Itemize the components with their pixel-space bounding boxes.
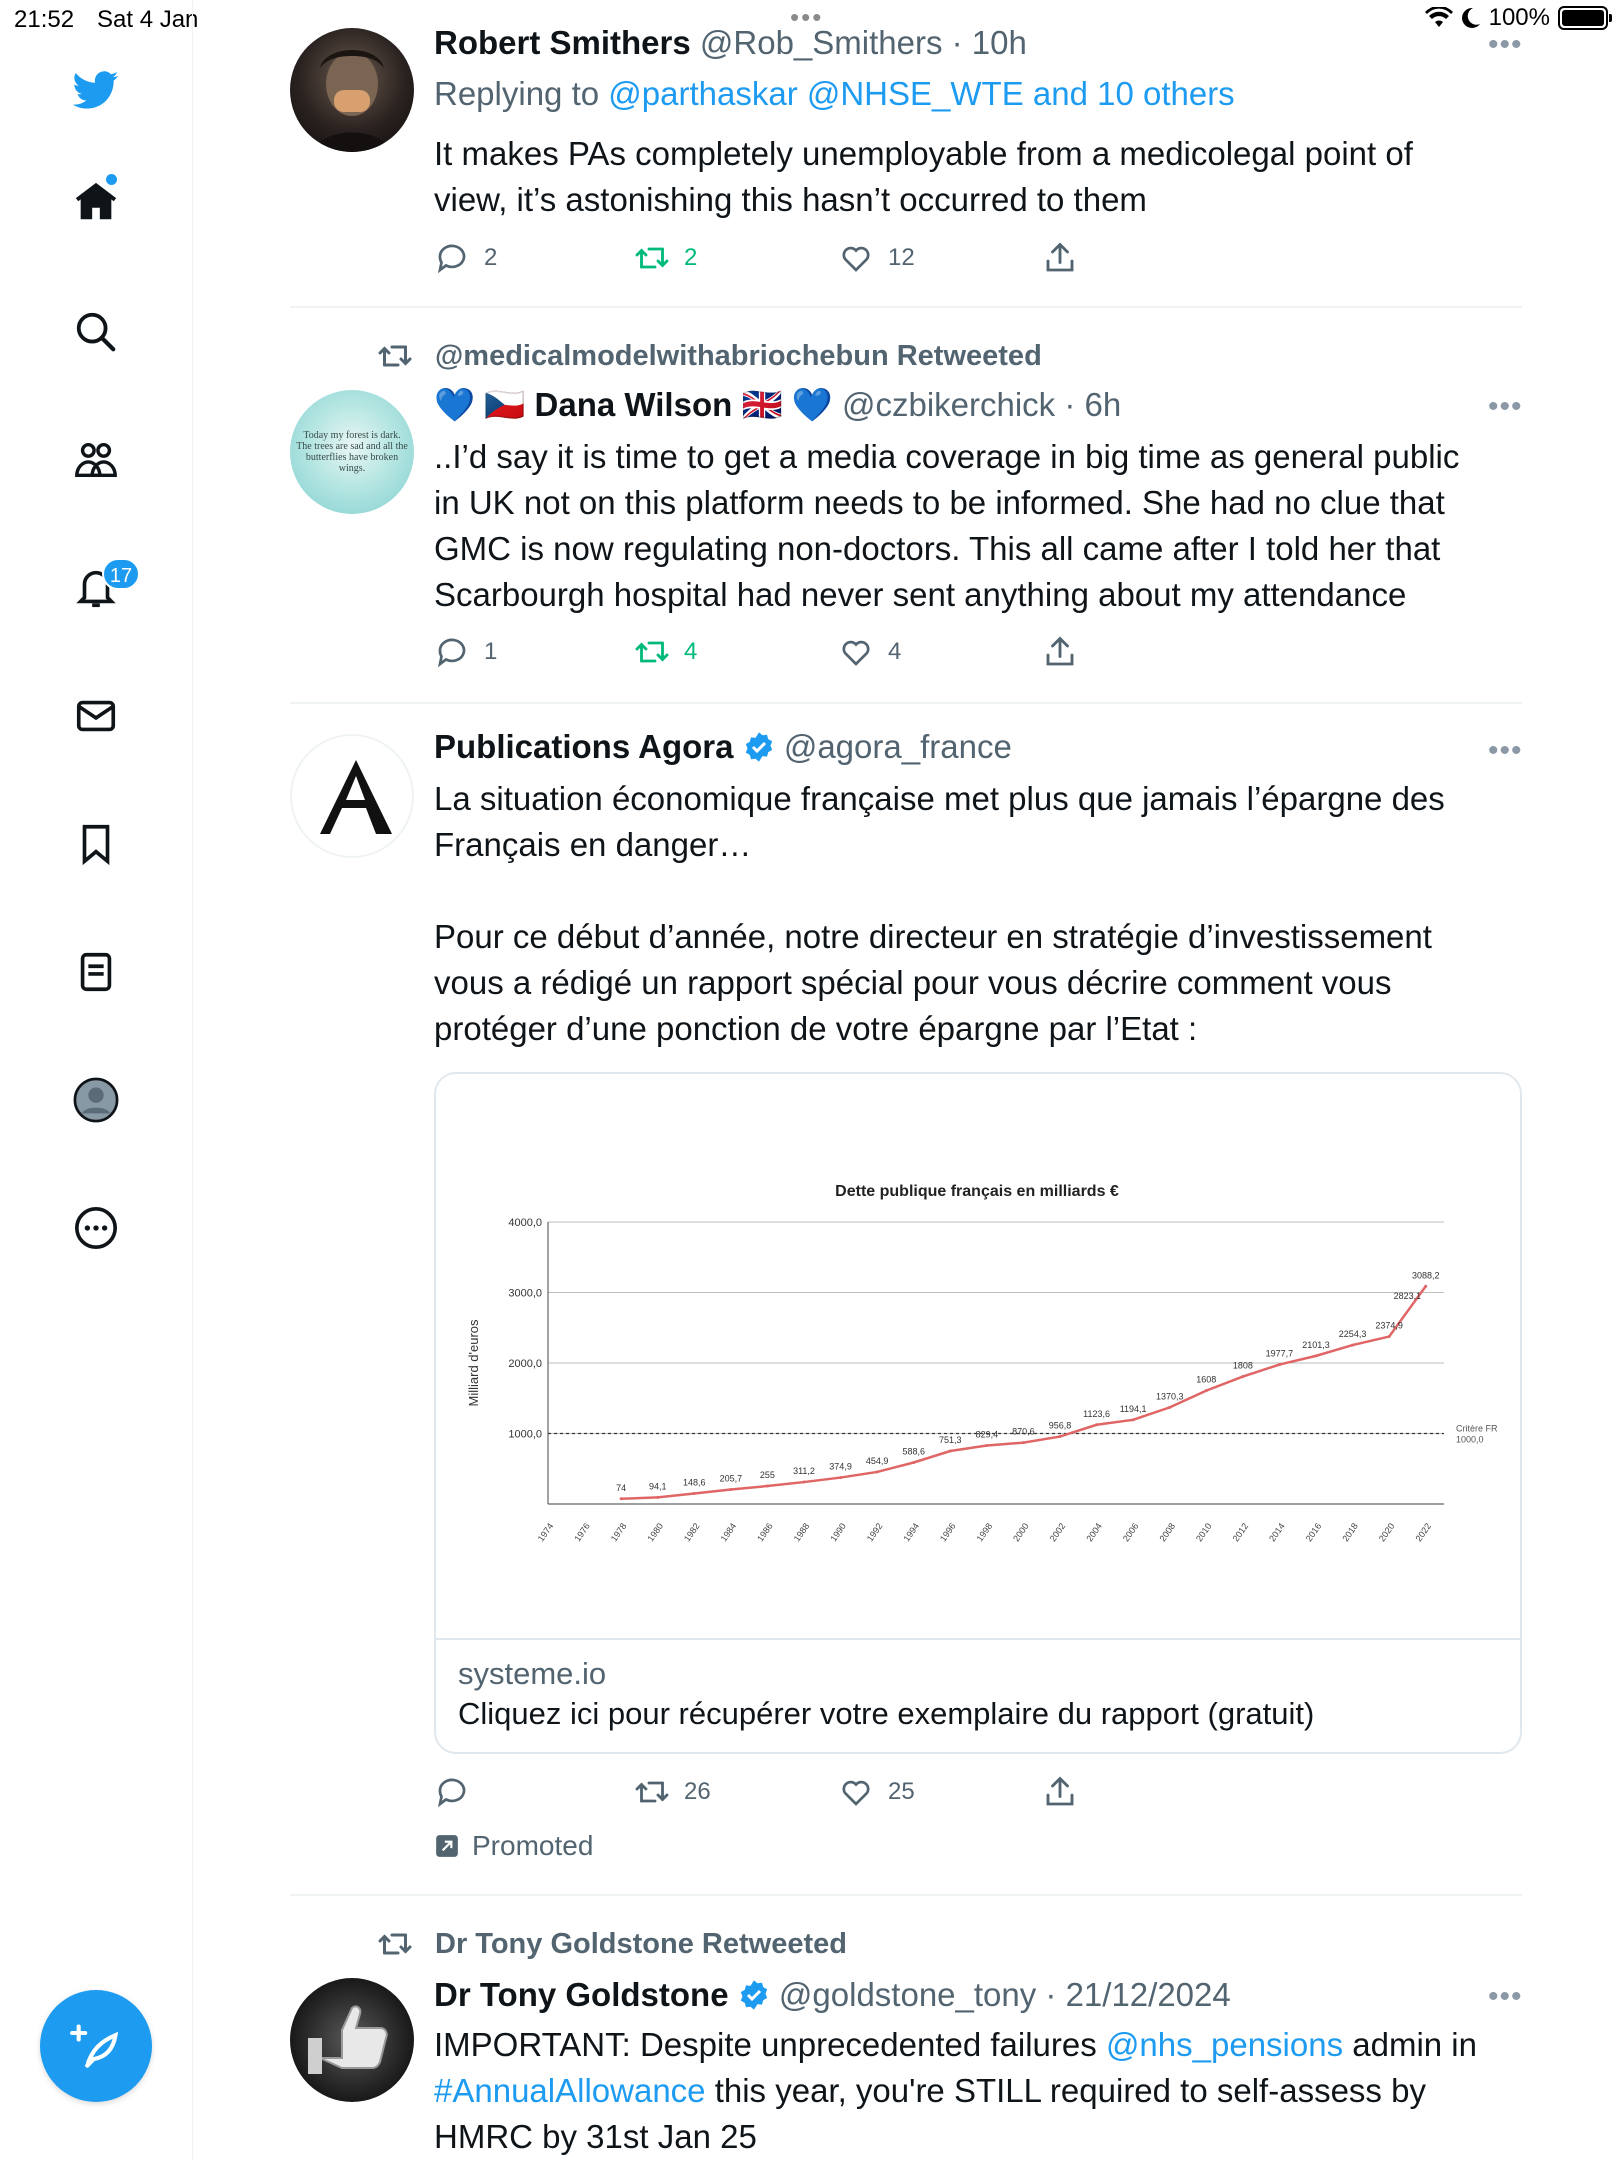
retweet-count: 26 xyxy=(684,1778,711,1805)
x-tick-label: 2018 xyxy=(1340,1521,1360,1544)
reply-button[interactable] xyxy=(434,1774,470,1810)
retweet-small-icon xyxy=(375,338,415,374)
retweet-header xyxy=(375,338,1042,374)
tweet-actions xyxy=(434,634,1134,674)
sidebar xyxy=(0,0,193,2160)
chart-title: Dette publique français en milliards € xyxy=(835,1183,1119,1200)
x-tick-label: 1998 xyxy=(974,1521,995,1544)
x-tick-label: 1974 xyxy=(535,1521,556,1544)
share-icon xyxy=(1042,1774,1078,1810)
avatar[interactable] xyxy=(290,1978,414,2102)
x-tick-label: 1980 xyxy=(645,1521,666,1544)
data-point xyxy=(912,1461,915,1464)
data-label: 956,8 xyxy=(1048,1420,1072,1431)
like-count: 12 xyxy=(888,244,915,271)
author-handle[interactable]: @goldstone_tony · 21/12/2024 xyxy=(778,1976,1231,2013)
profile-icon[interactable] xyxy=(70,1074,122,1126)
x-tick-label: 1986 xyxy=(755,1521,775,1544)
data-label: 148,6 xyxy=(683,1477,706,1488)
data-point xyxy=(766,1485,769,1488)
tweet-text-part: HMRC by 31st Jan 25 xyxy=(434,2118,757,2155)
reply-button[interactable] xyxy=(434,240,497,276)
like-button[interactable] xyxy=(838,1774,915,1810)
x-tick-label: 1992 xyxy=(864,1521,885,1544)
avatar[interactable] xyxy=(290,734,414,858)
data-point xyxy=(1095,1423,1098,1426)
data-label: 588,6 xyxy=(902,1446,925,1457)
home-unread-dot xyxy=(106,174,117,185)
more-menu-icon[interactable]: ••• xyxy=(1488,390,1523,423)
tweet-divider xyxy=(290,1894,1522,1896)
retweet-count: 2 xyxy=(684,244,698,271)
like-button[interactable] xyxy=(838,240,915,276)
y-tick-label: 2000,0 xyxy=(508,1358,542,1370)
reply-icon xyxy=(434,634,470,670)
x-tick-label: 2008 xyxy=(1157,1521,1178,1544)
retweeted-by[interactable]: @medicalmodelwithabriochebun Retweeted xyxy=(435,339,1042,372)
data-label: 2101,3 xyxy=(1302,1339,1330,1350)
replying-to xyxy=(434,75,1235,113)
retweeted-by[interactable]: Dr Tony Goldstone Retweeted xyxy=(435,1927,847,1960)
card-domain: systeme.io xyxy=(458,1656,607,1691)
tweet-text: It makes PAs completely unemployable from a medicolegal point of view, it’s astonishing this hasn’t occurred to them xyxy=(434,135,1413,218)
data-label: 2374,9 xyxy=(1375,1320,1403,1331)
more-menu-icon[interactable]: ••• xyxy=(1488,1980,1523,2013)
data-point xyxy=(1132,1418,1135,1421)
x-tick-label: 1996 xyxy=(937,1521,958,1544)
data-point xyxy=(1388,1335,1391,1338)
x-tick-label: 2012 xyxy=(1230,1521,1251,1544)
x-tick-label: 1978 xyxy=(608,1521,629,1544)
more-menu-icon[interactable]: ••• xyxy=(1488,734,1523,767)
x-tick-label: 2004 xyxy=(1084,1521,1104,1544)
x-tick-label: 2000 xyxy=(1011,1521,1031,1544)
robert-avatar-photo xyxy=(290,28,414,152)
data-label: 1194,1 xyxy=(1119,1403,1147,1414)
compose-tweet-button[interactable] xyxy=(40,1990,152,2102)
status-date: Sat 4 Jan xyxy=(97,6,199,33)
tweet-3-header xyxy=(434,728,1012,766)
data-label: 829,4 xyxy=(975,1429,999,1440)
author-handle[interactable]: @czbikerchick · 6h xyxy=(841,386,1122,423)
tweet-2-header xyxy=(434,386,1121,425)
reply-icon xyxy=(434,1774,470,1810)
retweet-icon xyxy=(634,634,670,670)
data-label: 2254,3 xyxy=(1338,1329,1367,1340)
status-time: 21:52 xyxy=(14,6,75,33)
bookmarks-icon[interactable] xyxy=(70,818,122,870)
data-point xyxy=(1315,1354,1318,1357)
tweet-divider xyxy=(290,306,1522,308)
y-tick-label: 4000,0 xyxy=(508,1217,542,1229)
data-point xyxy=(620,1497,623,1500)
data-point xyxy=(656,1496,659,1499)
twitter-logo-icon[interactable] xyxy=(70,64,122,116)
heart-icon xyxy=(838,240,874,276)
share-icon xyxy=(1042,240,1078,276)
x-tick-label: 1984 xyxy=(718,1521,739,1544)
battery-icon xyxy=(1558,6,1608,30)
author-name[interactable]: Dr Tony Goldstone xyxy=(434,1976,729,2013)
data-label: 751,3 xyxy=(939,1435,962,1446)
author-name[interactable]: Publications Agora xyxy=(434,728,734,765)
reply-button[interactable] xyxy=(434,634,497,670)
data-point xyxy=(1059,1435,1062,1438)
data-label: 454,9 xyxy=(865,1455,889,1466)
heart-icon xyxy=(838,634,874,670)
x-tick-label: 2002 xyxy=(1047,1521,1068,1544)
tweet-actions xyxy=(434,1774,1134,1814)
retweet-small-icon xyxy=(375,1926,415,1962)
battery-percent: 100% xyxy=(1488,4,1550,31)
search-icon[interactable] xyxy=(70,306,122,358)
x-tick-label: 1990 xyxy=(828,1521,848,1544)
retweet-button[interactable] xyxy=(634,240,697,276)
data-label: 1608 xyxy=(1196,1374,1217,1385)
communities-icon[interactable] xyxy=(70,434,122,486)
avatar[interactable] xyxy=(290,390,414,514)
data-point xyxy=(729,1488,732,1491)
data-point xyxy=(1205,1389,1208,1392)
share-button[interactable] xyxy=(1042,634,1078,670)
retweet-icon xyxy=(634,240,670,276)
share-button[interactable] xyxy=(1042,240,1078,276)
author-name[interactable]: Robert Smithers xyxy=(434,24,691,61)
x-tick-label: 2016 xyxy=(1303,1521,1324,1544)
data-label: 94,1 xyxy=(648,1481,667,1492)
wifi-icon xyxy=(1425,7,1453,29)
x-tick-label: 1994 xyxy=(901,1521,922,1544)
data-label: 3088,2 xyxy=(1411,1270,1440,1281)
retweet-icon xyxy=(634,1774,670,1810)
messages-icon[interactable] xyxy=(70,690,122,742)
data-label: 2823,1 xyxy=(1393,1290,1422,1301)
retweet-header xyxy=(375,1926,847,1962)
agora-logo-icon xyxy=(292,736,414,858)
heart-icon xyxy=(838,1774,874,1810)
data-point xyxy=(839,1476,842,1479)
like-button[interactable] xyxy=(838,634,901,670)
data-label: 255 xyxy=(759,1470,775,1481)
reply-count: 2 xyxy=(484,244,498,271)
notification-count-badge: 17 xyxy=(102,558,140,590)
x-tick-label: 1982 xyxy=(681,1521,702,1544)
y-axis-label: Milliard d'euros xyxy=(466,1319,481,1407)
name-emoji-suffix: 🇬🇧 💙 xyxy=(741,386,833,423)
reference-line-value: 1000,0 xyxy=(1456,1434,1484,1445)
hashtag-link[interactable]: #AnnualAllowance xyxy=(434,2072,706,2109)
x-tick-label: 2022 xyxy=(1413,1521,1434,1544)
promoted-text: Promoted xyxy=(472,1830,594,1861)
link-card[interactable] xyxy=(434,1072,1522,1754)
data-label: 74 xyxy=(616,1482,627,1493)
data-label: 1977,7 xyxy=(1265,1348,1294,1359)
data-label: 1370,3 xyxy=(1155,1391,1184,1402)
more-options-icon[interactable] xyxy=(70,1202,122,1254)
tweet-1-header xyxy=(434,24,1027,62)
x-tick-label: 2020 xyxy=(1376,1521,1397,1544)
retweet-count: 4 xyxy=(684,638,698,665)
data-label: 374,9 xyxy=(829,1461,852,1472)
tweet-text xyxy=(434,2022,1514,2160)
data-label: 205,7 xyxy=(719,1473,743,1484)
author-handle[interactable]: @Rob_Smithers · 10h xyxy=(699,24,1027,61)
data-point xyxy=(1351,1344,1354,1347)
data-point xyxy=(876,1470,879,1473)
moon-icon xyxy=(1461,7,1481,29)
tweet-text: La situation économique française met plus que jamais l’épargne des Français en danger… Pour ce début d’année, notre directeur en stratégie d’investissement vous a rédigé un rapport spécial pour vous décrire comment vous protéger d’une ponction de votre épargne par l’Etat : xyxy=(434,780,1445,1047)
more-menu-icon[interactable]: ••• xyxy=(1488,28,1523,61)
tweet-actions xyxy=(434,240,1134,280)
share-button[interactable] xyxy=(1042,1774,1078,1810)
lists-icon[interactable] xyxy=(70,946,122,998)
data-label: 870,6 xyxy=(1012,1426,1035,1437)
name-emoji-prefix: 💙 🇨🇿 xyxy=(434,386,526,423)
x-tick-label: 2014 xyxy=(1267,1521,1287,1544)
reply-count: 1 xyxy=(484,638,498,665)
reply-icon xyxy=(434,240,470,276)
tweet-text: ..I’d say it is time to get a media coverage in big time as general public in UK not on this platform needs to be informed. She had no clue that GMC is now regulating non-doctors. This all came after I told her that Scarbourgh hospital had never sent anything about my attendance xyxy=(434,438,1460,613)
tweet-text-part: admin in xyxy=(1343,2026,1477,2063)
replying-prefix: Replying to xyxy=(434,75,609,112)
promoted-icon xyxy=(434,1833,460,1859)
debt-line-chart xyxy=(436,1074,1520,1640)
data-point xyxy=(985,1444,988,1447)
data-label: 1123,6 xyxy=(1083,1408,1111,1419)
verified-badge-icon xyxy=(743,731,775,763)
x-tick-label: 1988 xyxy=(791,1521,812,1544)
retweet-button[interactable] xyxy=(634,1774,711,1810)
author-handle[interactable]: @agora_france xyxy=(783,728,1012,765)
avatar-quote-text: Today my forest is dark. The trees are sad and all the butterflies have broken wings. xyxy=(296,430,408,474)
debt-series-line xyxy=(621,1286,1426,1499)
card-chart-image xyxy=(436,1074,1520,1640)
promoted-label xyxy=(434,1830,593,1862)
feather-plus-icon xyxy=(70,2020,122,2072)
multitasking-dots[interactable]: ••• xyxy=(790,2,824,32)
x-tick-label: 2010 xyxy=(1193,1521,1214,1544)
y-tick-label: 3000,0 xyxy=(508,1287,542,1300)
data-point xyxy=(949,1450,952,1453)
data-label: 311,2 xyxy=(793,1466,815,1477)
data-label: 1808 xyxy=(1232,1360,1253,1371)
data-point xyxy=(1424,1285,1427,1288)
data-point xyxy=(1278,1363,1281,1366)
y-tick-label: 1000,0 xyxy=(508,1428,542,1441)
x-tick-label: 2006 xyxy=(1120,1521,1141,1544)
mention-link[interactable]: @nhs_pensions xyxy=(1105,2026,1344,2063)
verified-badge-icon xyxy=(738,1979,770,2011)
tweet-4-header xyxy=(434,1976,1231,2014)
share-icon xyxy=(1042,634,1078,670)
like-count: 4 xyxy=(888,638,902,665)
tweet-text-part: this year, you're STILL required to self-assess by xyxy=(705,2072,1426,2109)
author-name[interactable]: Dana Wilson xyxy=(534,386,733,423)
retweet-button[interactable] xyxy=(634,634,697,670)
tweet-text-part: IMPORTANT: Despite unprecedented failures xyxy=(434,2026,1106,2063)
data-point xyxy=(1168,1406,1171,1409)
like-count: 25 xyxy=(888,1778,915,1805)
data-point xyxy=(803,1481,806,1484)
x-tick-label: 1976 xyxy=(572,1521,592,1544)
thumbs-up-avatar-image xyxy=(290,1978,414,2102)
tweet-divider xyxy=(290,702,1522,704)
data-point xyxy=(1022,1441,1025,1444)
replying-mentions[interactable]: @parthaskar @NHSE_WTE and 10 others xyxy=(608,75,1235,112)
data-point xyxy=(1241,1375,1244,1378)
avatar[interactable] xyxy=(290,28,414,152)
data-point xyxy=(693,1492,696,1495)
card-title: Cliquez ici pour récupérer votre exemplaire du rapport (gratuit) xyxy=(458,1696,1315,1731)
reference-line-label: Critère FR xyxy=(1456,1423,1498,1434)
